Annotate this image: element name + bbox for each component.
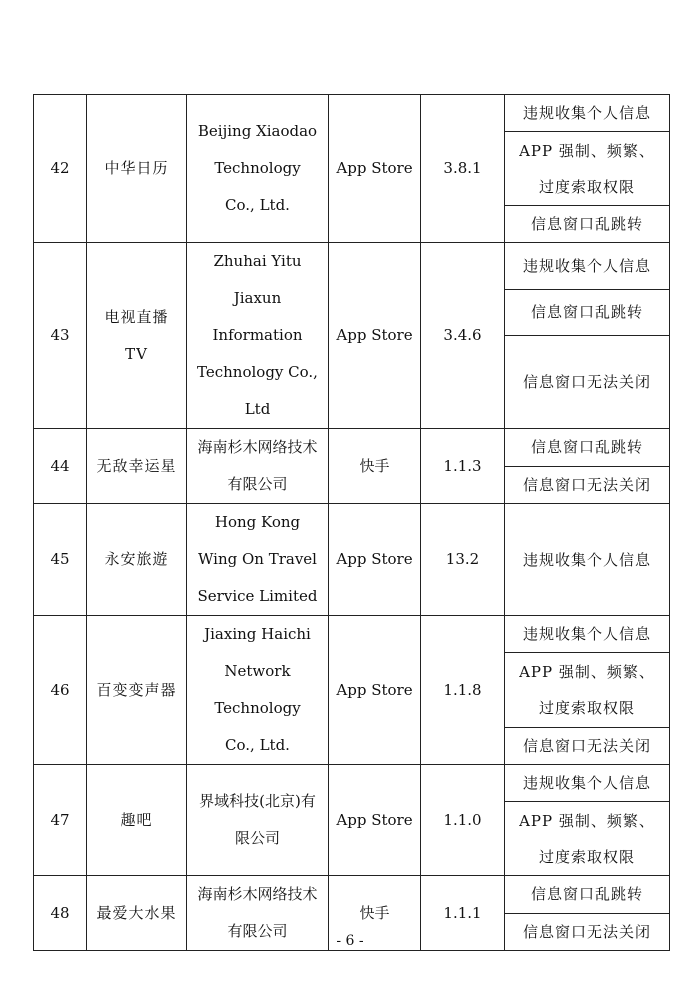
row-number (34, 616, 87, 765)
table-row (34, 504, 670, 616)
violation-issue (505, 95, 670, 132)
violation-issue-text: APP 强制、频繁、过度索取权限 (519, 811, 655, 866)
row-number-text: 42 (50, 159, 70, 177)
table-body (34, 95, 670, 951)
row-number (34, 95, 87, 243)
violation-issue (505, 727, 670, 764)
table-row (34, 243, 670, 290)
violation-issue-text: 信息窗口无法关闭 (522, 736, 651, 755)
app-name (87, 504, 187, 616)
row-number (34, 243, 87, 429)
platform (329, 504, 421, 616)
table-row (34, 429, 670, 467)
violation-issue (505, 466, 670, 504)
app-version-text: 13.2 (445, 550, 480, 568)
app-version-text: 1.1.3 (443, 456, 482, 475)
violation-issue-text: 信息窗口乱跳转 (530, 885, 643, 904)
violation-issue (505, 429, 670, 467)
company-name-text: Hong Kong Wing On Travel Service Limited (197, 513, 318, 605)
company-name (187, 616, 329, 765)
app-name-text: 电视直播TV (104, 307, 169, 363)
app-name-text: 无敌幸运星 (96, 456, 177, 475)
violation-issue-text: 违规收集个人信息 (522, 104, 651, 122)
platform (329, 616, 421, 765)
app-version-text: 3.8.1 (443, 159, 482, 177)
violation-issue (505, 206, 670, 243)
app-version-text: 1.1.1 (443, 903, 482, 922)
company-name-text: Jiaxing Haichi Network Technology Co., Ltd. (204, 625, 311, 754)
platform (329, 429, 421, 504)
violation-issue-text: 违规收集个人信息 (522, 625, 651, 644)
platform-text: App Store (336, 550, 413, 568)
violation-issue-text: 信息窗口无法关闭 (522, 475, 651, 494)
row-number-text: 43 (50, 326, 70, 344)
platform-text: App Store (336, 326, 413, 344)
platform (329, 95, 421, 243)
violation-issue (505, 336, 670, 429)
app-name-text: 趣吧 (120, 810, 153, 829)
violation-issue-text: 信息窗口无法关闭 (522, 373, 651, 391)
violation-issue (505, 765, 670, 802)
company-name (187, 504, 329, 616)
violation-issue (505, 504, 670, 616)
app-version (421, 95, 505, 243)
row-number-text: 45 (50, 550, 70, 568)
app-name-text: 中华日历 (104, 159, 169, 177)
company-name (187, 765, 329, 876)
app-version (421, 616, 505, 765)
company-name-text: 海南杉木网络技术有限公司 (197, 438, 318, 493)
app-version-text: 1.1.0 (443, 810, 482, 829)
platform-text: App Store (336, 159, 413, 177)
company-name-text: Beijing Xiaodao Technology Co., Ltd. (197, 122, 318, 214)
row-number-text: 47 (50, 810, 70, 829)
violation-issue-text: APP 强制、频繁、过度索取权限 (519, 141, 655, 196)
page-number: - 6 - (336, 933, 364, 949)
table-row (34, 616, 670, 653)
app-name-text: 百变变声器 (96, 680, 177, 699)
app-version (421, 243, 505, 429)
app-name-text: 永安旅遊 (104, 550, 169, 568)
company-name-text: Zhuhai Yitu Jiaxun Information Technology Co., Ltd (197, 252, 318, 418)
platform (329, 243, 421, 429)
app-version-text: 3.4.6 (443, 326, 482, 344)
app-name (87, 616, 187, 765)
platform-text: 快手 (359, 456, 390, 475)
company-name-text: 海南杉木网络技术有限公司 (197, 885, 318, 940)
violation-issue-text: 信息窗口乱跳转 (530, 303, 643, 322)
row-number-text: 46 (50, 680, 70, 699)
table-row (34, 765, 670, 802)
app-name (87, 95, 187, 243)
table-row (34, 95, 670, 132)
row-number (34, 504, 87, 616)
platform-text: App Store (336, 810, 413, 829)
row-number (34, 429, 87, 504)
company-name (187, 429, 329, 504)
violation-issue-text: 信息窗口乱跳转 (530, 215, 643, 233)
violation-issue-text: 违规收集个人信息 (522, 550, 651, 569)
row-number (34, 765, 87, 876)
app-name (87, 429, 187, 504)
app-version (421, 504, 505, 616)
violation-issue-text: 信息窗口乱跳转 (530, 438, 643, 457)
app-version-text: 1.1.8 (443, 680, 482, 699)
row-number-text: 44 (50, 456, 70, 475)
violation-issue (505, 876, 670, 914)
violation-issue (505, 132, 670, 206)
app-violation-table (33, 94, 670, 951)
app-version (421, 429, 505, 504)
app-name (87, 243, 187, 429)
app-name (87, 765, 187, 876)
platform-text: App Store (336, 680, 413, 699)
violation-issue (505, 616, 670, 653)
violation-issue (505, 243, 670, 290)
violation-issue (505, 289, 670, 336)
row-number-text: 48 (50, 903, 70, 922)
company-name (187, 243, 329, 429)
table-row (34, 876, 670, 914)
app-version (421, 765, 505, 876)
violation-issue-text: 信息窗口无法关闭 (522, 922, 651, 941)
company-name (187, 95, 329, 243)
app-name-text: 最爱大水果 (96, 903, 177, 922)
violation-issue-text: APP 强制、频繁、过度索取权限 (519, 663, 655, 717)
violation-issue (505, 802, 670, 876)
violation-issue (505, 653, 670, 728)
violation-issue-text: 违规收集个人信息 (522, 774, 651, 792)
platform (329, 765, 421, 876)
platform-text: 快手 (359, 903, 390, 922)
company-name-text: 界域科技(北京)有限公司 (199, 792, 316, 847)
violation-issue-text: 违规收集个人信息 (522, 256, 651, 275)
